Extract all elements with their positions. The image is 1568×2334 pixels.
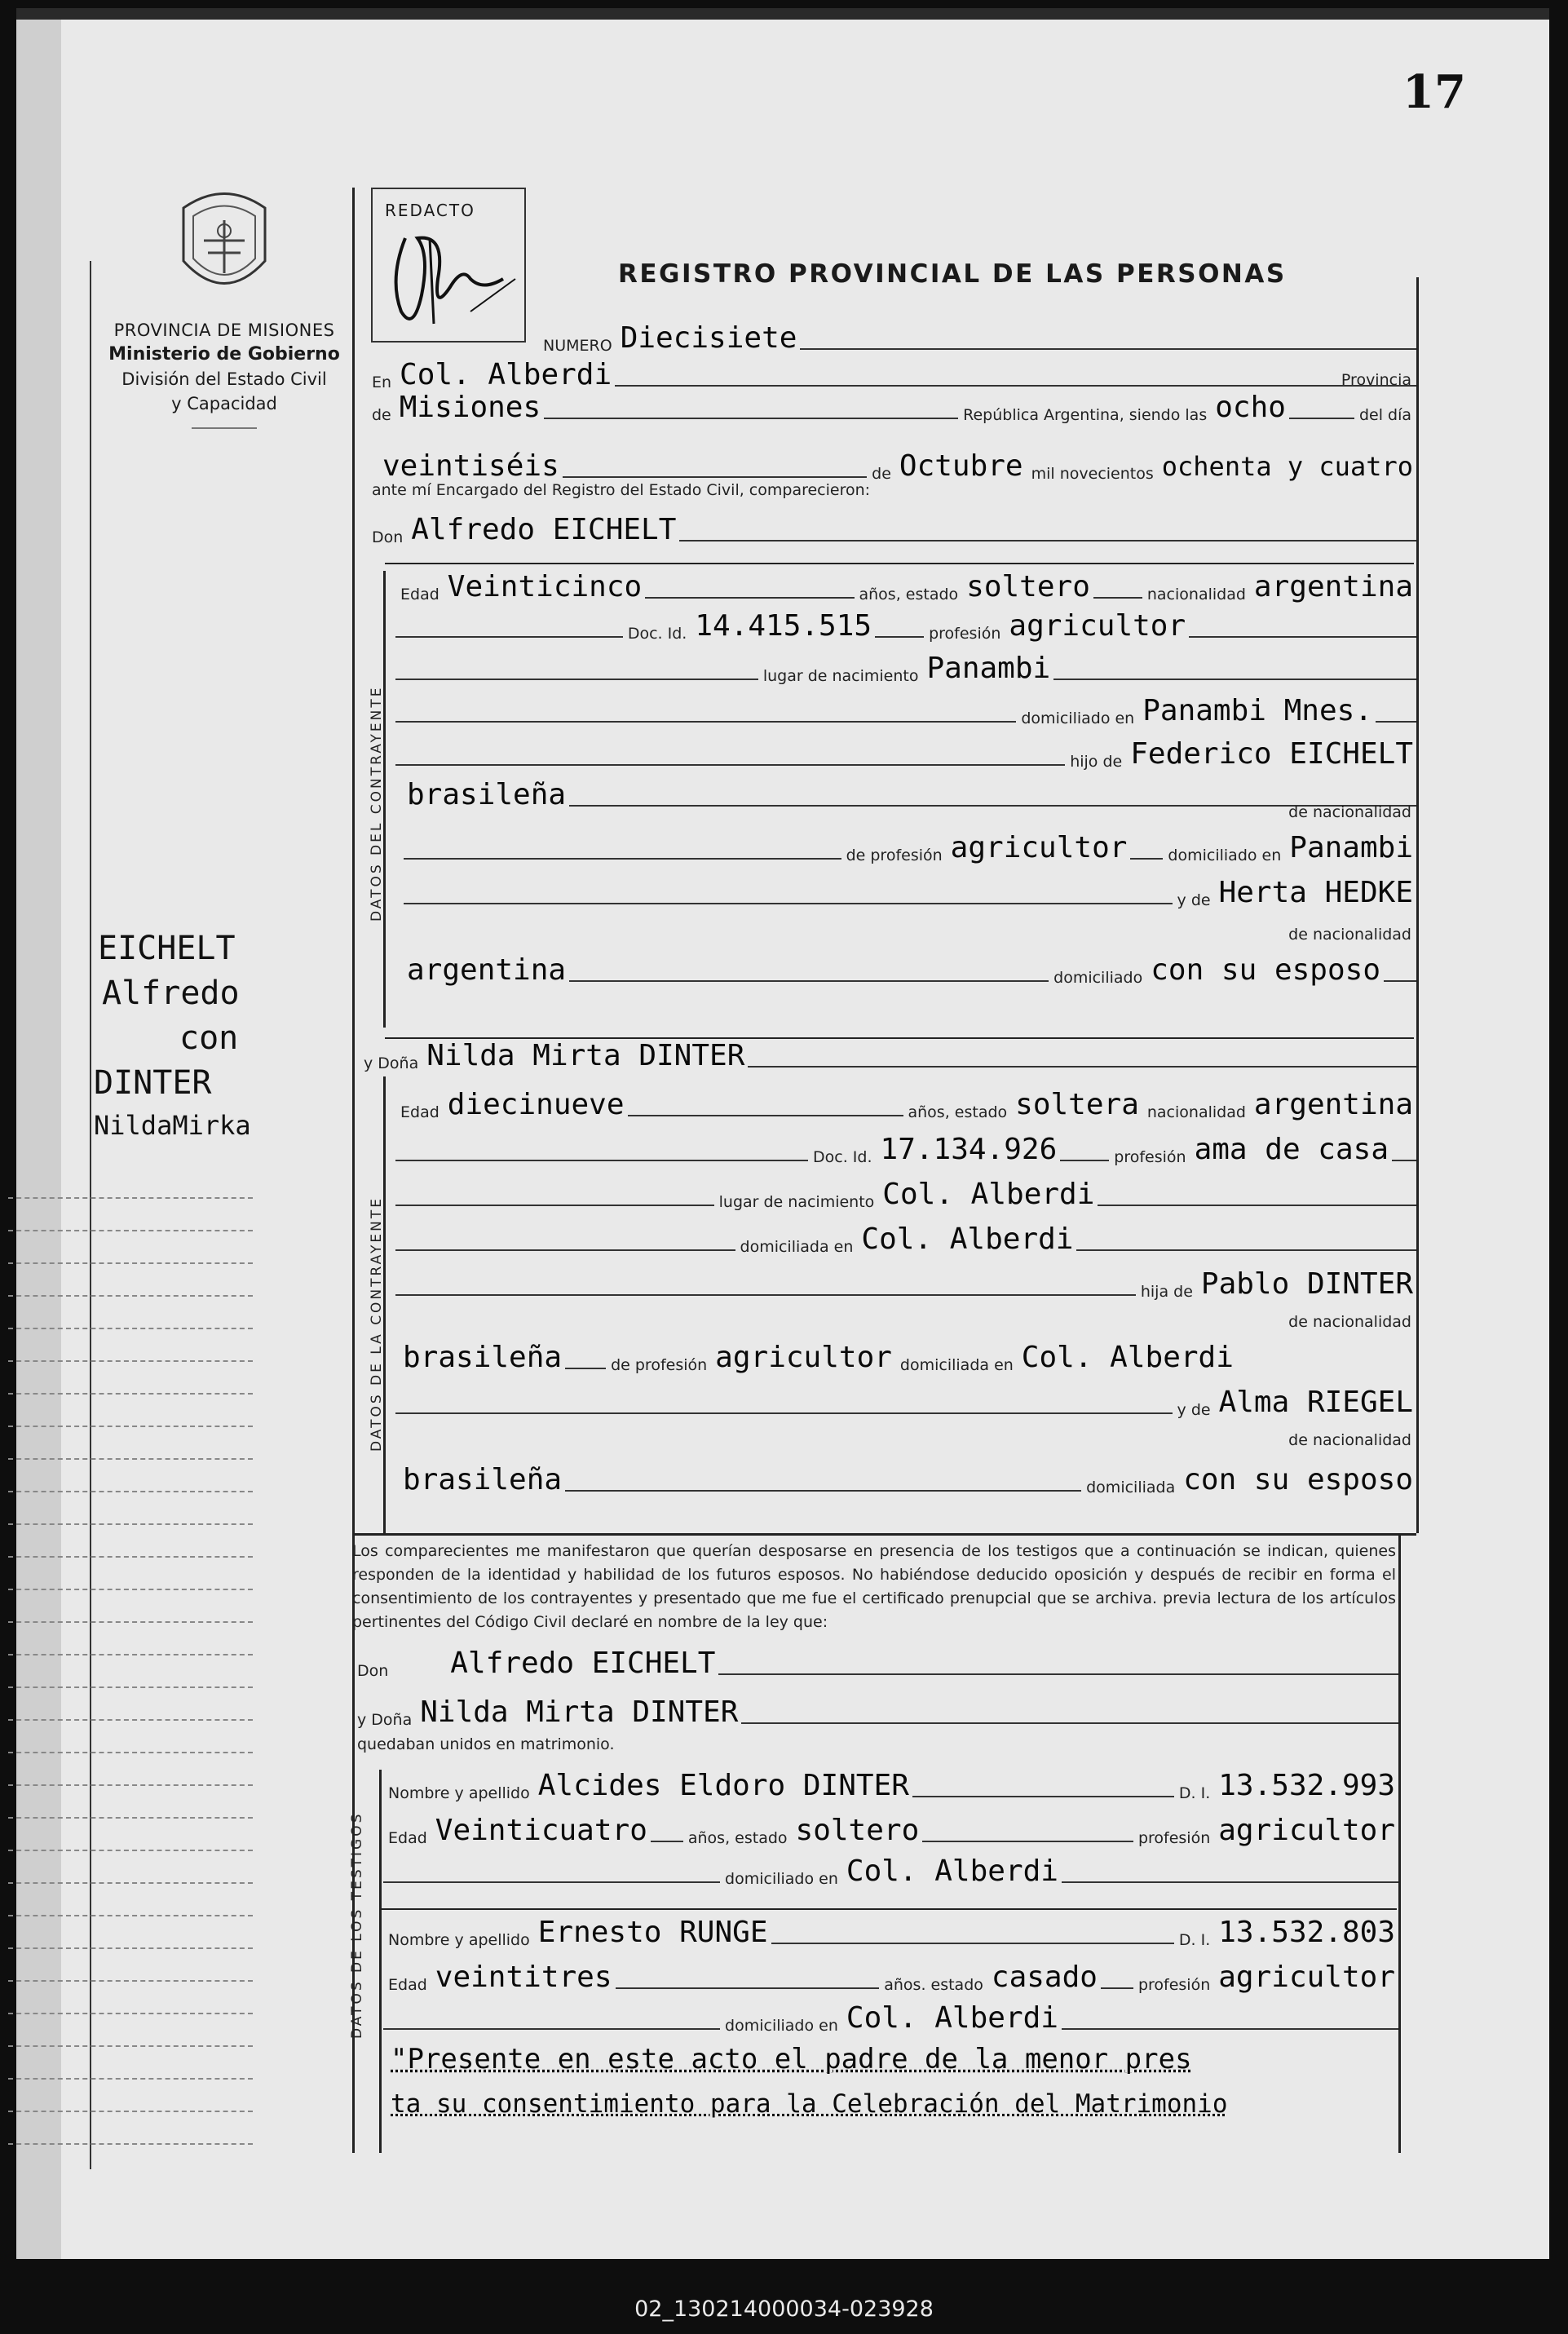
- domiciliada-en-label-2: domiciliada en: [899, 1356, 1014, 1374]
- anos-estado-label-3: años, estado: [687, 1829, 788, 1847]
- provincia-label: Provincia: [1341, 371, 1411, 389]
- domiciliado-label: domiciliado: [1053, 969, 1143, 987]
- union-don-row: [352, 1647, 1398, 1680]
- provincia-row: [367, 391, 1416, 424]
- groom-age: Veinticinco: [447, 570, 643, 603]
- bride-profession: ama de casa: [1194, 1133, 1389, 1166]
- page-number: 17: [1402, 65, 1466, 119]
- anos-estado-label: años, estado: [859, 586, 959, 603]
- en-label: En: [372, 374, 392, 391]
- bride-father-profession-row: [400, 1342, 1416, 1374]
- nacionalidad-label: nacionalidad: [1146, 586, 1246, 603]
- bride-domicile: Col. Alberdi: [861, 1222, 1074, 1256]
- witness2-di: 13.532.803: [1218, 1916, 1395, 1949]
- domiciliada-en-label: domiciliada en: [740, 1238, 854, 1256]
- mil-novecientos-label: mil novecientos: [1031, 465, 1154, 483]
- de-profesion-label-2: de profesión: [611, 1356, 708, 1374]
- witness1-profession: agricultor: [1218, 1814, 1395, 1847]
- ministry-heading: Ministerio de Gobierno: [108, 344, 340, 365]
- note-text-1: "Presente en este acto el padre de la menor pres: [391, 2043, 1192, 2075]
- groom-father-domicile: Panambi: [1289, 831, 1413, 864]
- bride-domicile-row: [395, 1223, 1416, 1256]
- groom-mother-nationality-row: [404, 954, 1416, 987]
- don-label-2: Don: [357, 1662, 389, 1680]
- act-place: Col. Alberdi: [400, 358, 612, 391]
- de-nacionalidad-label-4: de nacionalidad: [1288, 1431, 1411, 1449]
- de-mes-label: de: [872, 465, 891, 483]
- y-dona-label: y Doña: [364, 1054, 419, 1072]
- ante-mi-row: [367, 481, 1416, 499]
- de-profesion-label: de profesión: [846, 847, 943, 864]
- groom-father-row: [395, 738, 1416, 771]
- profesion-label-4: profesión: [1137, 1976, 1211, 1994]
- witness2-domicile: Col. Alberdi: [846, 2001, 1058, 2035]
- act-day: veintiséis: [382, 449, 559, 483]
- del-dia-label: del día: [1358, 406, 1411, 424]
- form-right-border-lower: [1398, 1533, 1401, 2153]
- witness2-age-row: [383, 1961, 1398, 1994]
- groom-mother-row: [404, 877, 1416, 909]
- doc-id-label: Doc. Id.: [627, 625, 687, 643]
- de-label: de: [372, 406, 391, 424]
- margin-note-surname: EICHELT: [98, 930, 236, 967]
- margin-note-name: Alfredo: [102, 975, 240, 1012]
- groom-status: soltero: [966, 570, 1090, 603]
- bride-doc: 17.134.926: [880, 1133, 1058, 1166]
- y-de-label-2: y de: [1177, 1401, 1211, 1419]
- bride-age: diecinueve: [447, 1088, 625, 1121]
- witness1-domicile-row: [383, 1855, 1398, 1888]
- bride-father-nationality: brasileña: [403, 1341, 563, 1374]
- bride-birthplace: Col. Alberdi: [882, 1178, 1095, 1211]
- ante-mi-label: ante mí Encargado del Registro del Estado Civil, comparecieron:: [372, 481, 871, 499]
- de-nacionalidad-label-2: de nacionalidad: [1288, 926, 1411, 944]
- act-province: Misiones: [399, 391, 541, 424]
- edad-label: Edad: [400, 586, 439, 603]
- de-nacionalidad-label-3: de nacionalidad: [1288, 1313, 1411, 1331]
- groom-mother-domicile: con su esposo: [1151, 953, 1380, 987]
- groom-father-profession-row: [404, 832, 1416, 864]
- di-label: D. I.: [1178, 1784, 1211, 1802]
- anos-estado-label-4: años. estado: [884, 1976, 983, 1994]
- edad-label-3: Edad: [388, 1829, 427, 1847]
- bride-father: Pablo DINTER: [1200, 1267, 1413, 1301]
- republica-label: República Argentina, siendo las: [963, 406, 1208, 424]
- de-nacionalidad-label: de nacionalidad: [1288, 803, 1411, 821]
- witness2-name: Ernesto RUNGE: [537, 1916, 768, 1949]
- quedaban-label: quedaban unidos en matrimonio.: [357, 1735, 615, 1753]
- bride-mother: Alma RIEGEL: [1218, 1386, 1413, 1419]
- bride-mother-nationality-row: [400, 1464, 1416, 1496]
- bride-nationality: argentina: [1253, 1088, 1413, 1121]
- union-dona-row: [352, 1696, 1398, 1729]
- groom-name: Alfredo EICHELT: [411, 513, 677, 546]
- groom-nationality: argentina: [1253, 570, 1413, 603]
- bride-father-row: [395, 1268, 1416, 1301]
- register-title: REGISTRO PROVINCIAL DE LAS PERSONAS: [618, 259, 1287, 289]
- nombre-apellido-label-2: Nombre y apellido: [388, 1931, 530, 1949]
- witness1-name: Alcides Eldoro DINTER: [537, 1769, 909, 1802]
- witness2-name-row: [383, 1916, 1398, 1949]
- province-heading: PROVINCIA DE MISIONES: [113, 320, 335, 340]
- bride-status: soltera: [1015, 1088, 1139, 1121]
- quedaban-row: [352, 1735, 1398, 1753]
- edad-label-2: Edad: [400, 1103, 439, 1121]
- lugar-nacimiento-label: lugar de nacimiento: [762, 667, 919, 685]
- witness2-age: veintitres: [435, 1960, 612, 1994]
- doc-id-label-2: Doc. Id.: [813, 1148, 872, 1166]
- di-label-2: D. I.: [1178, 1931, 1211, 1949]
- domiciliado-en-label-2: domiciliado en: [1168, 847, 1282, 864]
- margin-note-surname-2: DINTER: [94, 1064, 212, 1102]
- hijo-de-label: hijo de: [1070, 753, 1123, 771]
- groom-mother-nationality: argentina: [407, 953, 567, 987]
- scan-id: 02_130214000034-023928: [634, 2296, 934, 2322]
- division-heading: División del Estado Civil: [121, 369, 327, 389]
- groom-profession: agricultor: [1009, 609, 1186, 643]
- groom-father-nationality: brasileña: [407, 778, 567, 811]
- note-line-2: [387, 2088, 1398, 2120]
- act-year: ochenta y cuatro: [1161, 451, 1413, 482]
- section-divider: [352, 1533, 1416, 1536]
- y-dona-label-2: y Doña: [357, 1711, 413, 1729]
- lugar-nacimiento-label-2: lugar de nacimiento: [718, 1193, 875, 1211]
- don-row: [367, 514, 1416, 546]
- y-de-label: y de: [1177, 891, 1211, 909]
- witness-block-border: [379, 1770, 382, 2153]
- act-month: Octubre: [899, 449, 1023, 483]
- signature-icon: [373, 189, 528, 344]
- bride-mother-domicile: con su esposo: [1183, 1463, 1413, 1496]
- nacionalidad-label-2: nacionalidad: [1146, 1103, 1246, 1121]
- act-hour: ocho: [1215, 391, 1286, 424]
- margin-ruled-lines: [8, 1166, 253, 2145]
- margin-note-name-2: NildaMirka: [94, 1110, 251, 1141]
- profesion-label-2: profesión: [1114, 1148, 1186, 1166]
- witness2-domicile-row: [383, 2002, 1398, 2035]
- witness1-age-row: [383, 1815, 1398, 1847]
- witness1-name-row: [383, 1770, 1398, 1802]
- groom-doc-row: [395, 610, 1416, 643]
- groom-domicile-row: [395, 695, 1416, 727]
- anos-estado-label-2: años, estado: [908, 1103, 1008, 1121]
- groom-domicile: Panambi Mnes.: [1142, 694, 1372, 727]
- witness1-status: soltero: [795, 1814, 920, 1847]
- domiciliado-en-label: domiciliado en: [1021, 709, 1135, 727]
- numero-row: [538, 322, 1416, 355]
- domiciliado-en-label-4: domiciliado en: [725, 2017, 838, 2035]
- bride-father-profession: agricultor: [715, 1341, 892, 1374]
- declaration-paragraph: Los comparecientes me manifestaron que querían desposarse en presencia de los testigos que a continuación se indican, quienes responden de la identidad y habilidad de los futuros esposos. No habiéndose deducido oposición y después de recibir en forma el consentimiento de los contrayentes y presentado que me fue el certificado prenupcial que se archiva. previa lectura de los artículos pertinentes del Código Civil declaré en nombre de la ley que:: [352, 1542, 1396, 1631]
- note-text-2: ta su consentimiento para la Celebración del Matrimonio: [391, 2089, 1228, 2119]
- bride-name: Nilda Mirta DINTER: [426, 1039, 745, 1072]
- numero-label: NUMERO: [543, 337, 612, 355]
- union-bride: Nilda Mirta DINTER: [420, 1695, 739, 1729]
- redacto-label: REDACTO: [385, 201, 475, 220]
- capacity-heading: y Capacidad: [171, 394, 277, 413]
- witness1-age: Veinticuatro: [435, 1814, 647, 1847]
- bride-section-label: DATOS DE LA CONTRAYENTE: [369, 1196, 385, 1452]
- groom-birthplace: Panambi: [926, 652, 1051, 685]
- groom-age-row: [395, 571, 1416, 603]
- profesion-label-3: profesión: [1137, 1829, 1211, 1847]
- profesion-label: profesión: [929, 625, 1001, 643]
- hija-de-label: hija de: [1140, 1283, 1193, 1301]
- act-number: Diecisiete: [620, 321, 797, 355]
- redacto-stamp: [371, 188, 526, 343]
- bride-father-domicile: Col. Alberdi: [1021, 1341, 1234, 1374]
- bride-doc-row: [395, 1134, 1416, 1166]
- don-label: Don: [372, 528, 404, 546]
- edad-label-4: Edad: [388, 1976, 427, 1994]
- bride-age-row: [395, 1089, 1416, 1121]
- groom-father-profession: agricultor: [950, 831, 1128, 864]
- nombre-apellido-label: Nombre y apellido: [388, 1784, 530, 1802]
- witness-section-label: DATOS DE LOS TESTIGOS: [349, 1811, 365, 2039]
- groom-mother: Herta HEDKE: [1218, 876, 1413, 909]
- groom-doc: 14.415.515: [695, 609, 872, 643]
- union-groom: Alfredo EICHELT: [450, 1647, 716, 1680]
- note-line-1: [387, 2043, 1398, 2075]
- domiciliada-label: domiciliada: [1086, 1479, 1176, 1496]
- date-row: [379, 450, 1416, 483]
- witness2-status: casado: [991, 1960, 1098, 1994]
- witness2-profession: agricultor: [1218, 1960, 1395, 1994]
- provincia-label-row: [1223, 371, 1416, 389]
- witness1-domicile: Col. Alberdi: [846, 1854, 1058, 1888]
- margin-note-con: con: [179, 1019, 239, 1057]
- bride-mother-nationality: brasileña: [403, 1463, 563, 1496]
- groom-birthplace-row: [395, 652, 1416, 685]
- bride-mother-row: [395, 1386, 1416, 1419]
- domiciliado-en-label-3: domiciliado en: [725, 1870, 838, 1888]
- groom-section-label: DATOS DEL CONTRAYENTE: [369, 685, 385, 922]
- dona-row: [359, 1040, 1416, 1072]
- form-right-border: [1416, 277, 1419, 1533]
- bride-birthplace-row: [395, 1178, 1416, 1211]
- groom-father: Federico EICHELT: [1130, 737, 1413, 771]
- witness1-di: 13.532.993: [1218, 1769, 1395, 1802]
